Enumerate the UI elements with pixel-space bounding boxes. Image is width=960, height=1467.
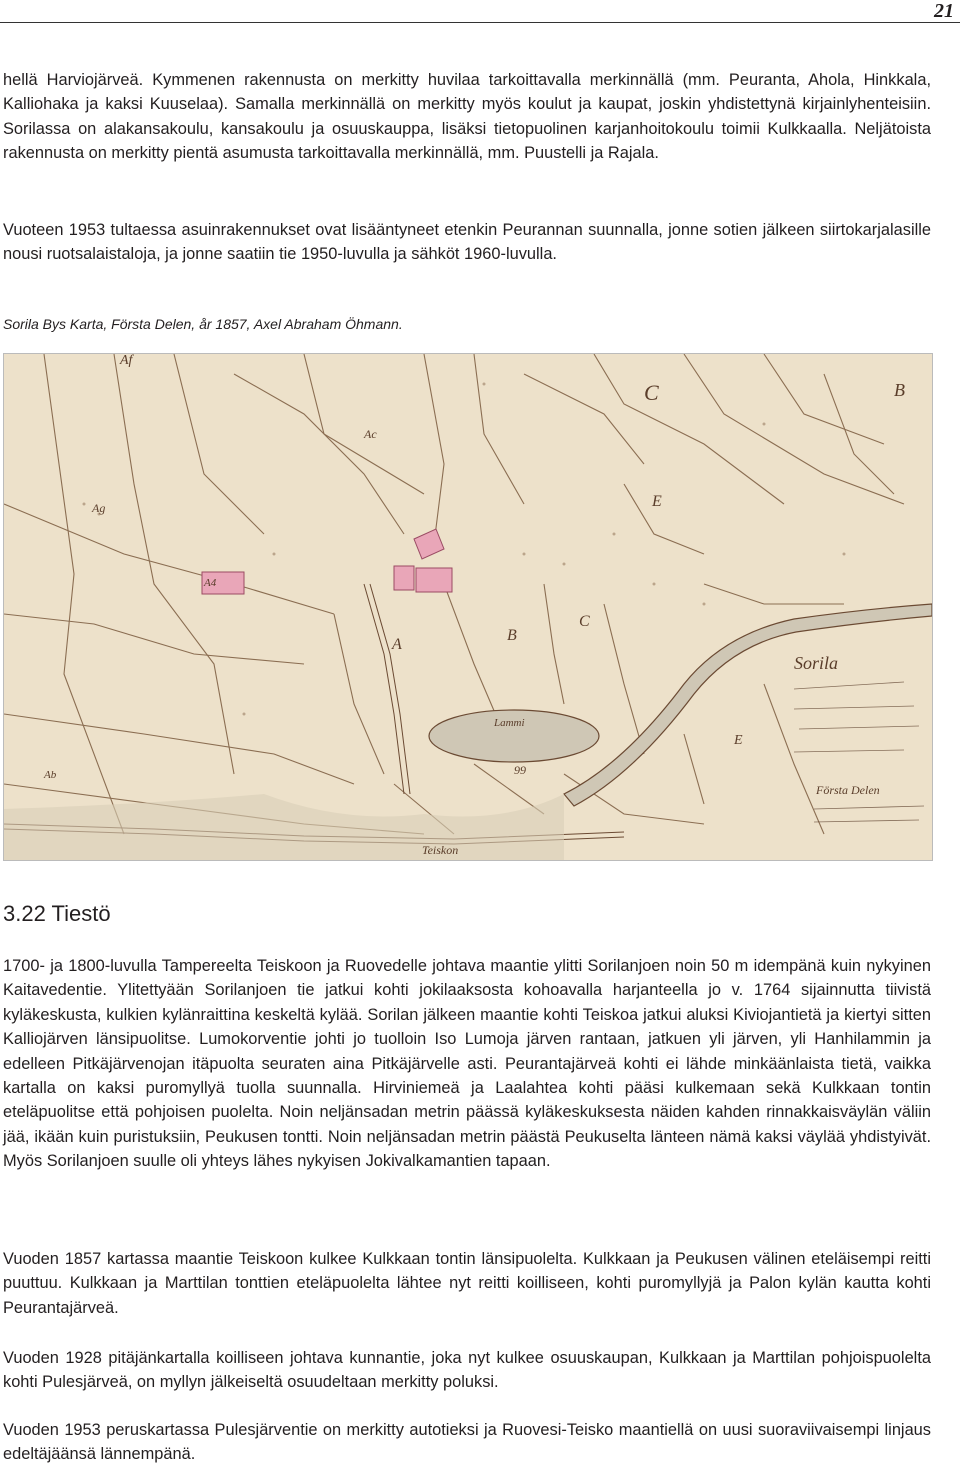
page-number: 21 — [934, 0, 954, 22]
paragraph-2: Vuoteen 1953 tultaessa asuinrakennukset ovat lisääntyneet etenkin Peurannan suunnalla, jonne sotien jälkeen siirtokarjalasille nousi ruotsalaistaloja, ja jonne saatiin tie 1950-luvulla ja sähköt 1960-luvulla. — [3, 221, 931, 264]
map-label-teiskon: Teiskon — [422, 843, 459, 857]
map-label-e-top: E — [652, 493, 662, 510]
paragraph-1: hellä Harviojärveä. Kymmenen rakennusta on merkitty huvilaa tarkoittavalla merkinnällä (mm. Peuranta, Ahola, Hinkkala, Kalliohaka ja kaksi Kuuselaa). Samalla merkinnällä on merkitty myös koulut ja kaupat, joskin yhdistettynä kirjainlyhenteisiin. Sorilassa on alakansakoulu, kansakoulu ja osuuskauppa, lisäksi tietopuolinen karjanhoitokoulu toimii Kulkkaalla. Neljätoista rakennusta on merkitty pientä asumusta tarkoittavalla merkinnällä, mm. Puustelli ja Rajala. — [3, 71, 931, 163]
historical-map-image — [3, 353, 933, 861]
map-label-ac: Ac — [364, 427, 377, 441]
map-label-b-mid: B — [507, 627, 517, 644]
section-paragraph-3: Vuoden 1928 pitäjänkartalla koilliseen johtava kunnantie, joka nyt kulkee osuuskaupan, Kulkkaan ja Marttilan pohjoispuolelta kohti Pulesjärveä, on myllyn jälkeiseltä osuudeltaan merkitty poluksi. — [3, 1349, 931, 1392]
map-label-c-top: C — [644, 380, 659, 405]
section-paragraph-4: Vuoden 1953 peruskartassa Pulesjärventie on merkitty autotieksi ja Ruovesi-Teisko maantiellä on uusi suoraviivaisempi linjaus edeltäjäänsä lännempänä. — [3, 1421, 931, 1464]
section-paragraph-2: Vuoden 1857 kartassa maantie Teiskoon kulkee Kulkkaan tontin länsipuolelta. Kulkkaan ja Peukusen välinen eteläisempi reitti puuttuu. Kulkkaan ja Marttilan tonttien eteläpuolelta lähtee nyt reitti koilliseen, kohti puromyllyjä ja Palon kylän kautta kohti Peurantajärveä. — [3, 1250, 931, 1317]
map-label-b-top: B — [894, 380, 905, 400]
section-paragraph-1: 1700- ja 1800-luvulla Tampereelta Teiskoon ja Ruovedelle johtava maantie ylitti Sorilanjoen noin 50 m idempänä kuin nykyinen Kaitavedentie. Ylitettyään Sorilanjoen tie jatkui kohti jokilaaksosta kohoavalla harjanteella jo v. 1764 sijainnutta tiivistä kyläkeskusta, kulkien kylänraittina keskeltä kylää. Sorilan jälkeen maantie kohti Teiskoa jatkui aluksi Kiviojantietä ja kiertyi sitten Kalliojärven länsipuolitse. Lumokorventie johti jo tuolloin Iso Lumoja järven rantaan, jatkuen yli järven, yli Hanhilammin ja edelleen Pitkäjärvenojan itäpuolta seuraten aina Pitkäjärvelle asti. Peurantajärveä kohti ei lähde minkäänlaista tietä, vaikka kartalla on kaksi puromyllyä tuolla suunnalla. Hirviniemeä ja Laalahtea kohti pääsi kulkemaan sekä Kulkkaan tontin eteläpuolitse että pohjoisen puolelta. Noin neljänsadan metrin päässä kyläkeskuksesta näiden kahden rinnakkaisväylän väliin jää, ikään kuin puristuksiin, Peukusen tontti. Noin neljänsadan metrin päästä Peukuselta länteen nämä kaksi väylää yhdistyivät. Myös Sorilanjoen suulle oli yhteys lähes nykyisen Jokivalkamantien tapaan. — [3, 957, 931, 1171]
map-title-sorila: Sorila — [794, 653, 839, 673]
map-label-e-bottom: E — [734, 733, 743, 748]
header-rule — [0, 22, 960, 23]
map-label-ag: Ag — [92, 501, 106, 515]
map-label-ab: Ab — [44, 769, 57, 781]
section-title: 3.22 Tiestö — [3, 901, 111, 926]
map-label-af: Af — [120, 353, 133, 368]
map-caption: Sorila Bys Karta, Första Delen, år 1857, Axel Abraham Öhmann. — [3, 316, 403, 332]
map-label-a: A — [392, 636, 402, 653]
map-label-c-mid: C — [579, 613, 590, 630]
map-title-forsta-delen: Första Delen — [816, 783, 880, 797]
map-label-a4: A4 — [204, 577, 217, 589]
map-label-lammi: Lammi — [494, 717, 525, 729]
map-label-99: 99 — [514, 763, 526, 777]
